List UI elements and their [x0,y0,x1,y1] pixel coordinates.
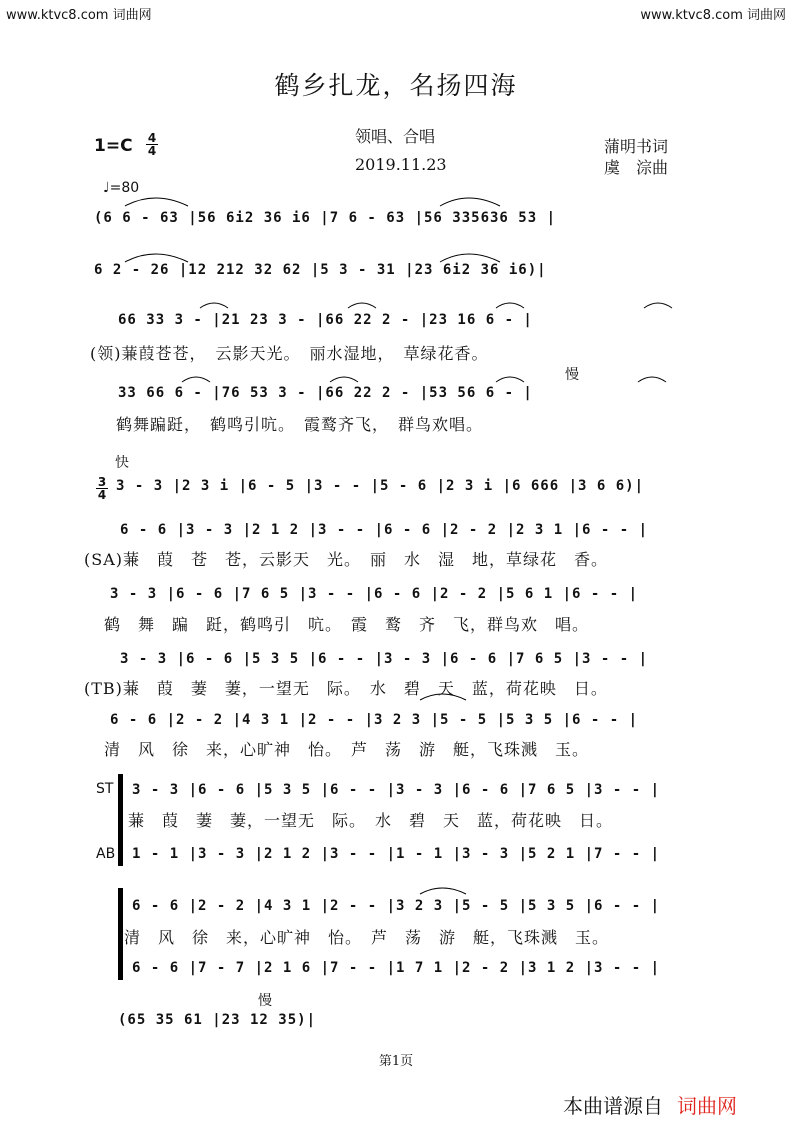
meter-change [96,476,108,501]
music-line-11-bottom: 6 - 6 |7 - 7 |2 1 6 |7 - - |1 7 1 |2 - 2 |3 1 2 |3 - - | [132,960,661,976]
lyric-line-8: (TB)蒹 葭 萋 萋，一望无 际。 水 碧 天 蓝，荷花映 日。 [84,679,608,698]
music-line-1: (6 6 - 63 |56 6i2 36 i6 |7 6 - 63 |56 335636 53 | [94,210,557,226]
slur [420,888,466,894]
tempo-slow-mark-2: 慢 [258,993,272,1009]
watermark-left: www.ktvc8.com 词曲网 [6,8,152,23]
slur [182,377,210,382]
meter-change-bottom: 4 [97,488,107,502]
system-bracket [118,888,123,980]
slur [644,303,672,308]
music-line-5: 3 - 3 |2 3 i |6 - 5 |3 - - |5 - 6 |2 3 i |6 666 |3 6 6)| [116,478,645,494]
composer: 虞 淙曲 [604,158,669,177]
time-sig-bottom: 4 [147,144,157,158]
slur [496,303,524,308]
lyric-line-4: 鹤舞蹁跹， 鹤鸣引吭。 霞鹜齐飞， 群鸟欢唱。 [116,415,484,434]
watermark-right: www.ktvc8.com 词曲网 [640,8,786,23]
music-line-8: 3 - 3 |6 - 6 |5 3 5 |6 - - |3 - 3 |6 - 6 |7 6 5 |3 - - | [120,651,649,667]
slur [440,254,500,262]
music-line-3: 66 33 3 - |21 23 3 - |66 22 2 - |23 16 6 - | [118,312,533,328]
music-line-4: 33 66 6 - |76 53 3 - |66 22 2 - |53 56 6 - | [118,385,533,401]
lyric-line-7: 鹤 舞 蹁 跹，鹤鸣引 吭。 霞 鹜 齐 飞，群鸟欢 唱。 [104,615,590,634]
footer-text: 本曲谱源自 [563,1094,663,1118]
system-bracket [118,774,123,866]
music-line-12: (65 35 61 |23 12 35)| [118,1012,317,1028]
slur [330,377,358,382]
music-line-6: 6 - 6 |3 - 3 |2 1 2 |3 - - |6 - 6 |2 - 2 |2 3 1 |6 - - | [120,522,649,538]
music-line-7: 3 - 3 |6 - 6 |7 6 5 |3 - - |6 - 6 |2 - 2 |5 6 1 |6 - - | [110,586,639,602]
lyric-line-3: (领)蒹葭苍苍， 云影天光。 丽水湿地， 草绿花香。 [90,344,489,363]
lyric-line-6: (SA)蒹 葭 苍 苍，云影天 光。 丽 水 湿 地，草绿花 香。 [84,550,609,569]
page-number: 第1页 [378,1054,414,1069]
music-line-9: 6 - 6 |2 - 2 |4 3 1 |2 - - |3 2 3 |5 - 5 |5 3 5 |6 - - | [110,712,639,728]
music-line-10-bottom: 1 - 1 |3 - 3 |2 1 2 |3 - - |1 - 1 |3 - 3 |5 2 1 |7 - - | [132,846,661,862]
tempo-fast-mark: 快 [115,455,129,471]
slur [638,377,666,382]
lyric-line-10: 蒹 葭 萋 萋，一望无 际。 水 碧 天 蓝，荷花映 日。 [128,811,614,830]
music-line-11-top: 6 - 6 |2 - 2 |4 3 1 |2 - - |3 2 3 |5 - 5 |5 3 5 |6 - - | [132,898,661,914]
lyricist: 蒲明书词 [604,137,669,156]
song-title: 鹤乡扎龙，名扬四海 [274,71,518,100]
meter-change-top: 3 [97,475,107,489]
part-label-st: ST [96,781,114,797]
lyric-line-11: 清 风 徐 来，心旷神 怡。 芦 荡 游 艇，飞珠溅 玉。 [124,928,610,947]
slur [125,198,188,206]
slur [200,303,228,308]
lyric-line-9: 清 风 徐 来，心旷神 怡。 芦 荡 游 艇，飞珠溅 玉。 [104,740,590,759]
footer-source [563,1090,737,1119]
time-sig-top: 4 [147,131,157,145]
footer-brand-link[interactable]: 词曲网 [677,1094,737,1118]
key-signature: 1=C [94,136,133,156]
slur [348,303,376,308]
tempo-slow-mark: 慢 [565,367,579,383]
tempo-mark: ♩=80 [103,180,140,196]
part-label-ab: AB [96,846,116,862]
slur [440,198,500,206]
music-line-10-top: 3 - 3 |6 - 6 |5 3 5 |6 - - |3 - 3 |6 - 6 |7 6 5 |3 - - | [132,782,661,798]
performers: 领唱、合唱 [355,127,436,146]
music-line-2: 6 2 - 26 |12 212 32 62 |5 3 - 31 |23 6i2 36 i6)| [94,262,547,278]
date: 2019.11.23 [355,155,447,174]
slur [496,377,524,382]
slur [125,254,188,262]
